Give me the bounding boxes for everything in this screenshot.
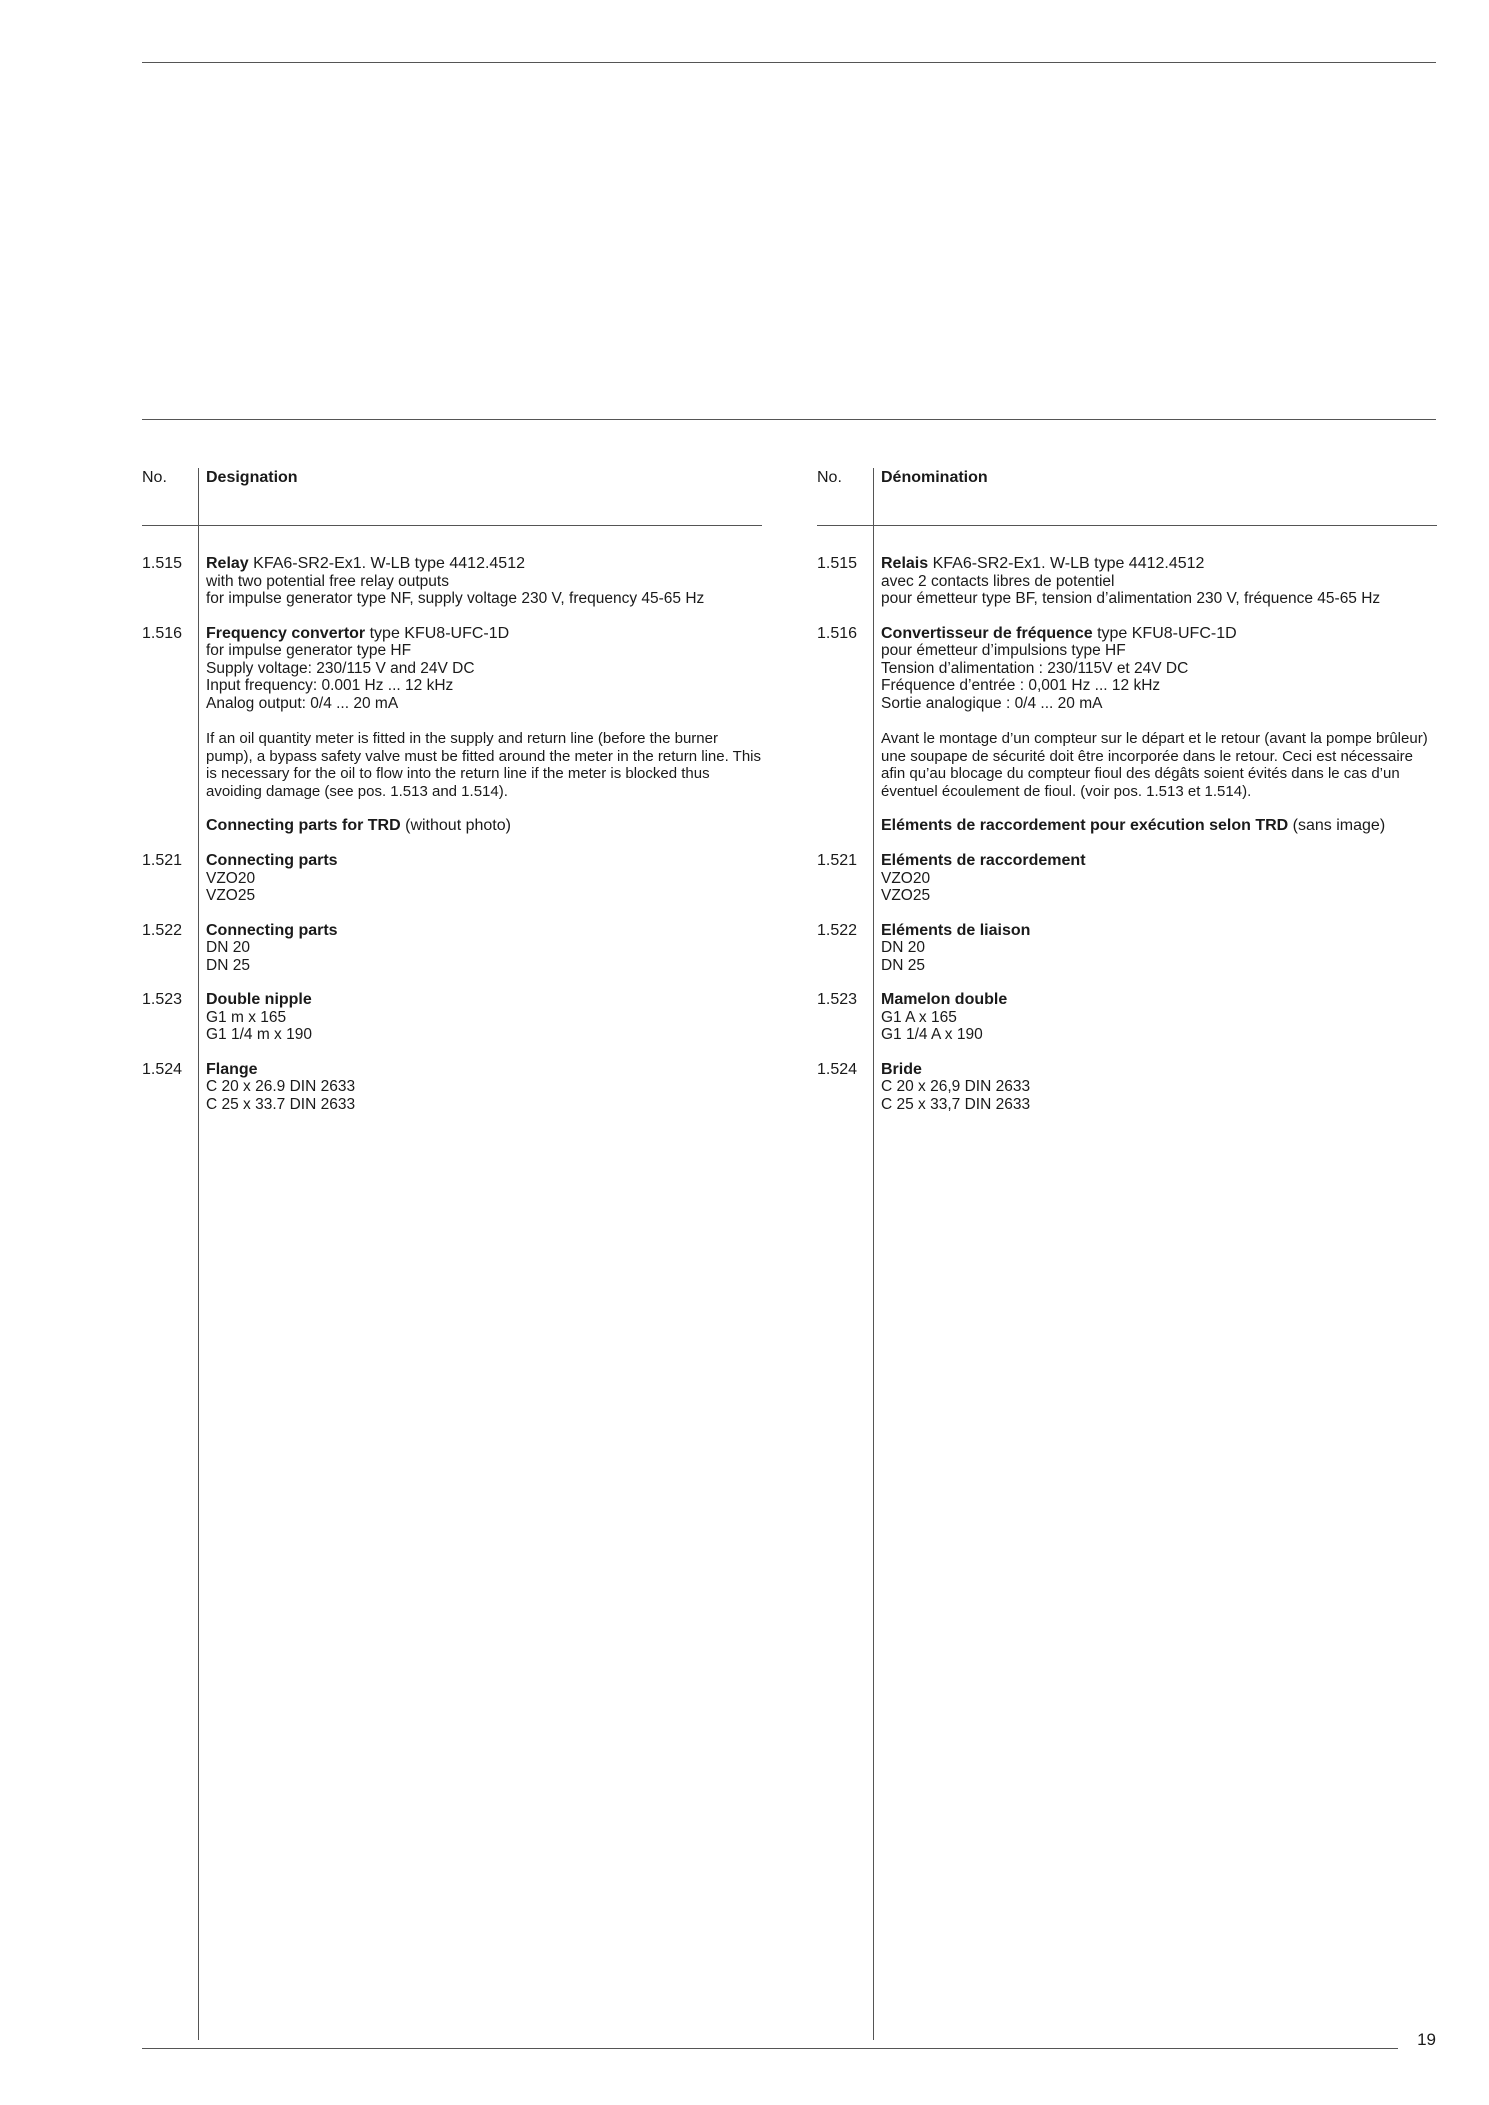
header-denomination: Dénomination [881,469,988,486]
item-1-523 [142,991,762,1044]
item-line: Sortie analogique : 0/4 ... 20 mA [881,694,1103,712]
table-header [817,460,1437,526]
item-1-523 [817,991,1437,1044]
item-title: Eléments de liaison [881,921,1031,939]
item-line: VZO25 [881,887,931,904]
bypass-note: Avant le montage d’un compteur sur le départ et le retour (avant la pompe brûleur) une soupape de sécurité doit être incorporée dans le retour. Ceci est nécessaire afin qu’au blocage du compteur fioul des dégâts soient évités dans le cas d’un éventuel écoulement de fioul. (voir pos. 1.513 et 1.514). [881,730,1428,800]
table-header [142,460,762,526]
item-1-524 [817,1061,1437,1114]
item-1-522 [142,922,762,975]
item-title: Relais [881,555,929,572]
section-subtitle: (without photo) [400,817,511,834]
item-title: Bride [881,1060,922,1078]
item-line: C 25 x 33,7 DIN 2633 [881,1095,1031,1113]
item-1-516 [817,625,1437,713]
item-title: Double nipple [206,991,312,1008]
header-no: No. [142,469,167,486]
section-rule [142,419,1436,420]
item-line: Fréquence d’entrée : 0,001 Hz ... 12 kHz [881,677,1161,694]
header-rule [142,525,762,526]
item-line: pour émetteur type BF, tension d’alimentation 230 V, fréquence 45-65 Hz [881,590,1381,607]
item-number: 1.515 [817,555,858,572]
item-line: DN 25 [206,956,250,974]
item-1-524 [142,1061,762,1114]
section-title: Eléments de raccordement pour exécution selon TRD [881,817,1289,834]
item-number: 1.522 [142,921,183,939]
item-1-522 [817,922,1437,975]
item-1-516 [142,625,762,713]
item-title: Eléments de raccordement [881,852,1086,869]
item-line: G1 A x 165 [881,1008,957,1026]
item-title: Frequency convertor [206,624,366,642]
item-line: G1 m x 165 [206,1008,287,1026]
header-no: No. [817,469,842,486]
top-rule [142,62,1436,63]
item-number: 1.515 [142,555,183,572]
header-designation: Designation [206,469,298,486]
item-line: DN 25 [881,956,925,974]
item-title-rest: type KFU8-UFC-1D [365,624,510,642]
item-number: 1.523 [817,991,858,1008]
item-line: with two potential free relay outputs [206,572,449,590]
item-line: C 25 x 33.7 DIN 2633 [206,1095,356,1113]
items-list [142,555,762,1130]
item-1-521 [142,852,762,905]
item-line: G1 1/4 A x 190 [881,1026,983,1043]
column-french [817,460,1437,2040]
item-title: Mamelon double [881,991,1008,1008]
item-number: 1.516 [817,624,858,642]
item-title-rest: KFA6-SR2-Ex1. W-LB type 4412.4512 [248,555,525,572]
item-line: Analog output: 0/4 ... 20 mA [206,694,399,712]
item-line: DN 20 [206,939,250,956]
item-title-rest: type KFU8-UFC-1D [1092,624,1237,642]
item-number: 1.524 [142,1060,183,1078]
item-line: C 20 x 26,9 DIN 2633 [881,1078,1031,1095]
bypass-note: If an oil quantity meter is fitted in the supply and return line (before the burner pump), a bypass safety valve must be fitted around the meter in the return line. This is necessary for the oil to flow into the return line if the meter is blocked thus avoiding damage (see pos. 1.513 and 1.514). [206,730,762,800]
item-number: 1.524 [817,1060,858,1078]
item-number: 1.523 [142,991,183,1008]
item-title-rest: KFA6-SR2-Ex1. W-LB type 4412.4512 [928,555,1205,572]
item-line: pour émetteur d’impulsions type HF [881,642,1126,659]
item-1-515 [142,555,762,608]
item-title: Flange [206,1060,258,1078]
item-line: DN 20 [881,939,925,956]
item-1-521 [817,852,1437,905]
section-heading [881,817,1437,835]
section-heading [206,817,762,835]
item-title: Connecting parts [206,852,338,869]
footer-rule [142,2048,1398,2049]
item-1-515 [817,555,1437,608]
item-line: VZO25 [206,887,256,904]
header-rule [817,525,1437,526]
item-line: VZO20 [881,869,931,887]
item-line: avec 2 contacts libres de potentiel [881,572,1115,590]
page-number: 19 [1417,2030,1436,2049]
item-line: for impulse generator type NF, supply voltage 230 V, frequency 45-65 Hz [206,590,705,607]
item-line: Tension d’alimentation : 230/115V et 24V DC [881,659,1189,677]
item-line: VZO20 [206,869,256,887]
item-number: 1.516 [142,624,183,642]
item-line: for impulse generator type HF [206,642,412,659]
item-number: 1.521 [817,852,858,869]
item-line: Supply voltage: 230/115 V and 24V DC [206,659,475,677]
items-list [817,555,1437,1130]
item-number: 1.521 [142,852,183,869]
item-title: Connecting parts [206,921,338,939]
item-title: Relay [206,555,249,572]
item-number: 1.522 [817,921,858,939]
column-english [142,460,762,2040]
item-line: Input frequency: 0.001 Hz ... 12 kHz [206,677,454,694]
item-line: G1 1/4 m x 190 [206,1026,312,1043]
section-title: Connecting parts for TRD [206,817,401,834]
item-line: C 20 x 26.9 DIN 2633 [206,1078,356,1095]
section-subtitle: (sans image) [1288,817,1386,834]
item-title: Convertisseur de fréquence [881,624,1093,642]
